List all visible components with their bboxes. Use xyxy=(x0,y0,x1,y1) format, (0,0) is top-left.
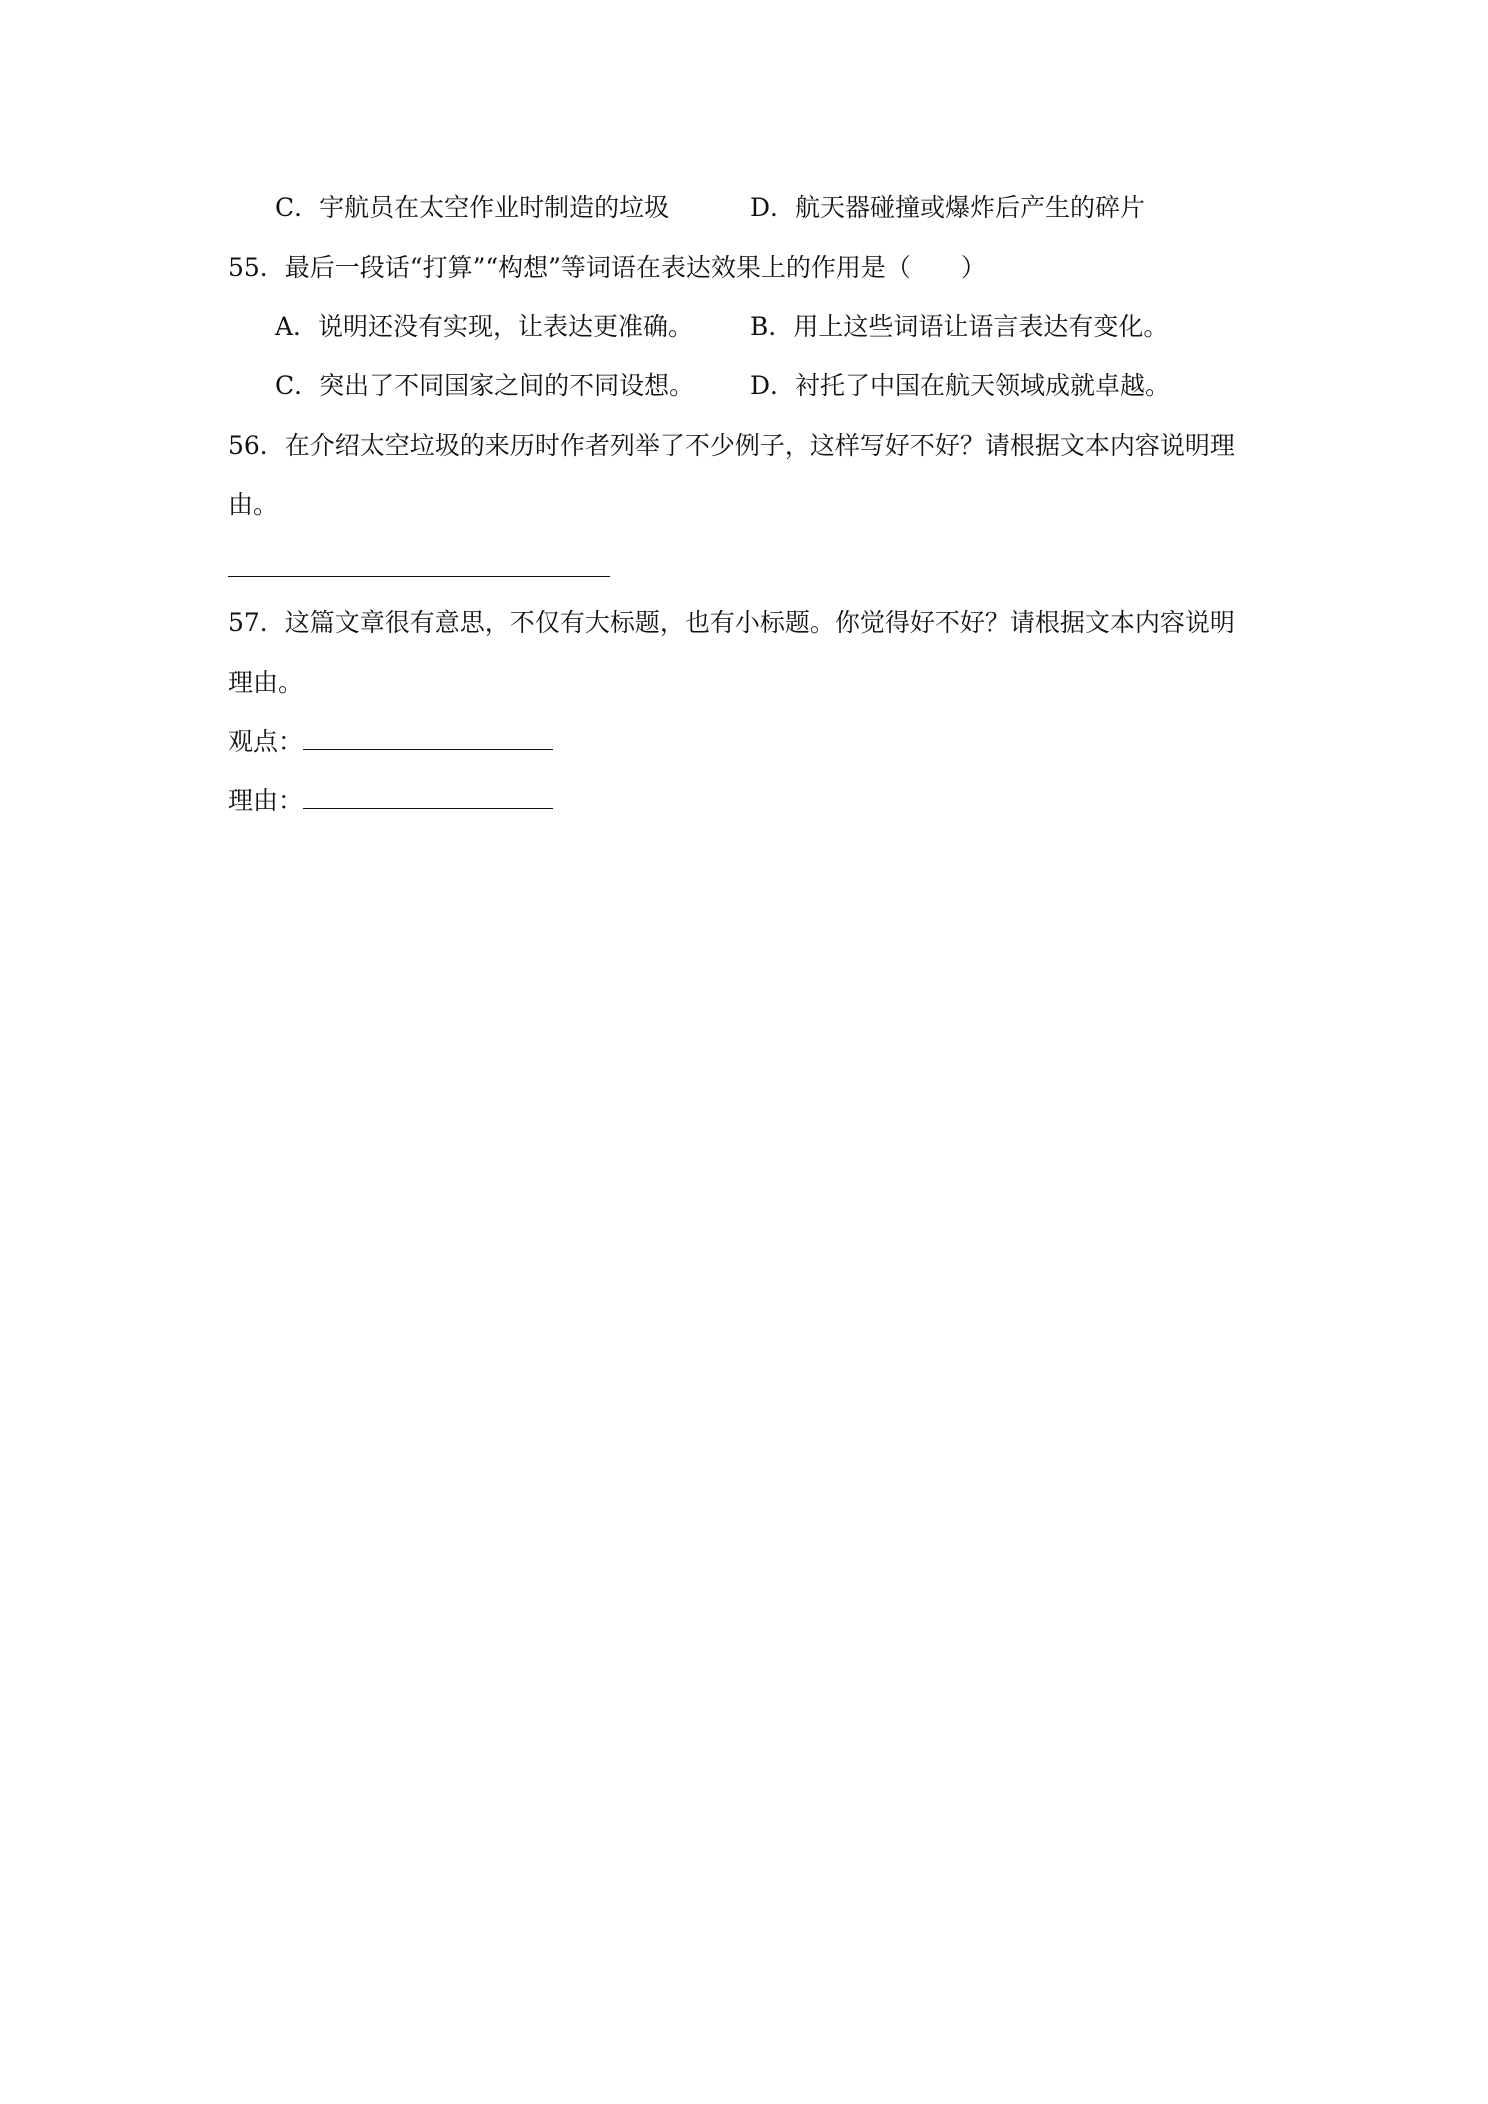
q57-stem-line1: 57．这篇文章很有意思，不仅有大标题，也有小标题。你觉得好不好？请根据文本内容说明 xyxy=(228,608,1235,637)
q55-option-b: B．用上这些词语让语言表达有变化。 xyxy=(750,312,1169,341)
q57-reason-blank xyxy=(303,786,553,809)
q57-view-row xyxy=(228,727,553,757)
q56-stem-line1: 56．在介绍太空垃圾的来历时作者列举了不少例子，这样写好不好？请根据文本内容说明理 xyxy=(228,431,1235,460)
q57-view-label: 观点： xyxy=(228,727,304,756)
q55-stem: 55．最后一段话“打算”“构想”等词语在表达效果上的作用是（ ） xyxy=(228,253,986,282)
q54-option-d: D．航天器碰撞或爆炸后产生的碎片 xyxy=(750,193,1146,222)
q55-option-d: D．衬托了中国在航天领域成就卓越。 xyxy=(750,371,1171,400)
q57-view-blank xyxy=(303,727,553,750)
q55-option-c: C．突出了不同国家之间的不同设想。 xyxy=(275,371,695,400)
q57-stem-line2: 理由。 xyxy=(228,668,304,697)
q54-option-c: C．宇航员在太空作业时制造的垃圾 xyxy=(275,193,670,222)
q56-stem-line2: 由。 xyxy=(228,490,279,519)
q57-reason-row xyxy=(228,786,553,816)
q57-reason-label: 理由： xyxy=(228,786,304,815)
q55-option-a: A．说明还没有实现，让表达更准确。 xyxy=(275,312,694,341)
q56-answer-line xyxy=(228,576,610,577)
